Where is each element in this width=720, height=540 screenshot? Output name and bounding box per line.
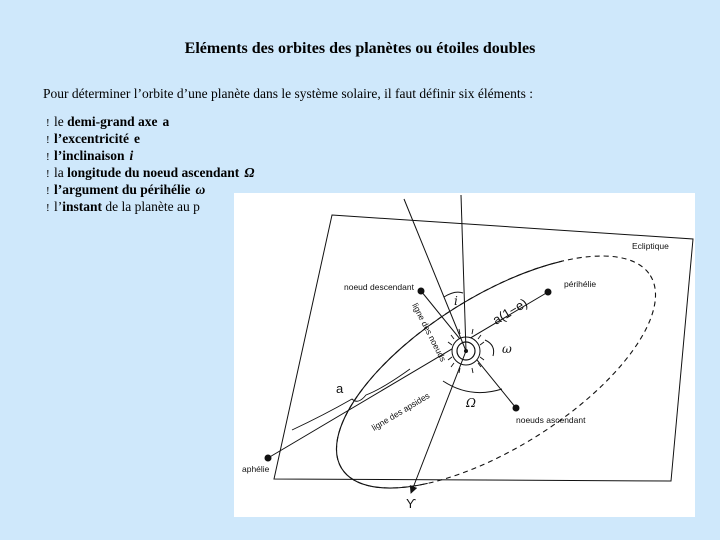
noeud-descendant-dot — [418, 288, 425, 295]
orbit-ellipse — [301, 211, 690, 517]
element-symbol: ω — [195, 182, 206, 197]
aphelie-label: aphélie — [242, 464, 270, 474]
element-name: instant — [62, 199, 103, 214]
element-name: l’inclinaison — [54, 148, 125, 163]
noeud-descendant-label: noeud descendant — [344, 282, 414, 292]
element-name: l’excentricité — [54, 131, 129, 146]
a-one-minus-e-label: a(1−e) — [489, 295, 531, 328]
element-name: l’argument du périhélie — [54, 182, 191, 197]
aphelie-dot — [265, 455, 272, 462]
list-item: ! la longitude du noeud ascendant Ω — [46, 164, 254, 181]
list-item: ! le demi-grand axe a — [46, 113, 254, 130]
element-symbol: Ω — [244, 165, 255, 180]
ligne-des-apsides-label: ligne des apsides — [369, 390, 432, 433]
ecliptic-normal-line — [461, 195, 466, 351]
element-symbol: a — [162, 114, 170, 129]
vernal-direction-line — [411, 351, 466, 493]
element-symbol: i — [129, 148, 134, 163]
intro-text: Pour déterminer l’orbite d’une planète dans le système solaire, il faut définir six éléments : — [43, 86, 533, 101]
i-label: i — [454, 294, 458, 308]
list-item — [46, 181, 254, 198]
perihelie-dot — [545, 289, 552, 296]
list-item — [46, 147, 254, 164]
omega-label: ω — [502, 342, 512, 356]
ecliptique-label: Ecliptique — [632, 241, 669, 251]
element-name: longitude du noeud ascendant — [67, 165, 240, 180]
page-title: Eléments des orbites des planètes ou étoiles doubles — [184, 40, 536, 57]
noeud-ascendant-dot — [513, 405, 520, 412]
list-item — [46, 130, 254, 147]
list-item: ! l’instant de la planète au p — [46, 198, 254, 215]
bullet-icon: ! — [46, 134, 50, 146]
Omega-label: Ω — [466, 396, 476, 410]
omega-arc — [485, 340, 494, 356]
elements-list — [46, 113, 254, 215]
orbit-ellipse-front — [301, 211, 690, 517]
bullet-icon: ! — [46, 202, 50, 214]
element-name: demi-grand axe — [67, 114, 158, 129]
perihelie-label: périhélie — [564, 279, 597, 289]
bullet-icon: ! — [46, 185, 50, 197]
element-symbol: e — [133, 131, 140, 146]
noeuds-ascendant-label: noeuds ascendant — [516, 415, 586, 425]
orbit-diagram-svg — [234, 193, 695, 517]
bullet-icon: ! — [46, 117, 50, 129]
bullet-icon: ! — [46, 168, 50, 180]
bullet-icon: ! — [46, 151, 50, 163]
a-label: a — [336, 381, 344, 396]
ligne-des-noeuds-label: ligne des noeuds — [410, 301, 449, 364]
aries-symbol: ϒ — [406, 496, 417, 511]
orbit-diagram — [234, 193, 695, 517]
